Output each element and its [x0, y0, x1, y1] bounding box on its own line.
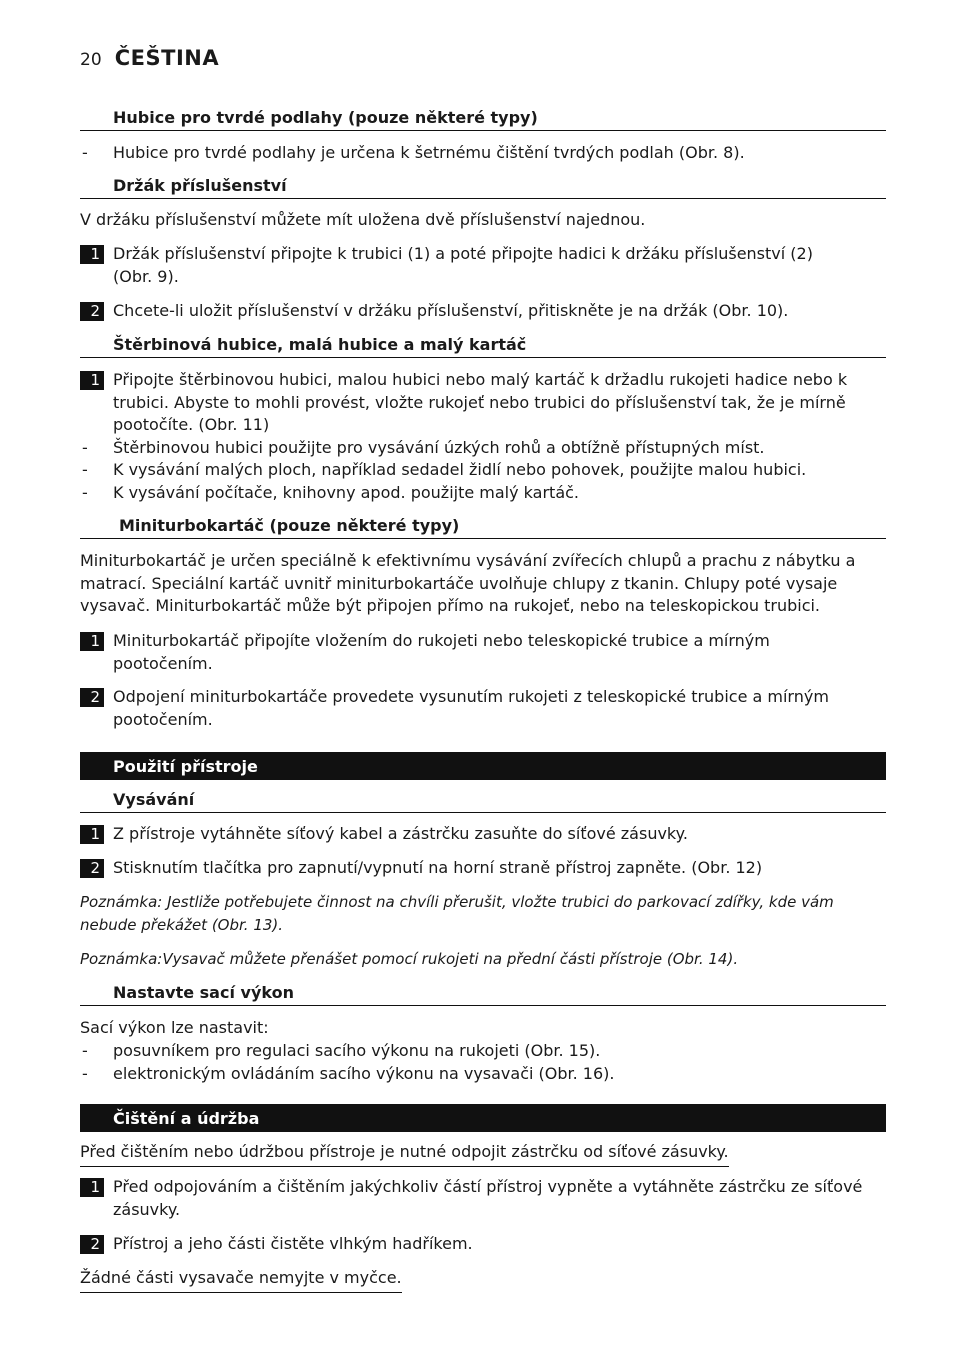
step-item: 1 Před odpojováním a čištěním jakýchkoliv částí přístroj vypněte a vytáhněte zástrčku ze síťové zásuvky. — [80, 1176, 888, 1221]
dash-bullet: - — [82, 483, 88, 502]
dash-bullet: - — [82, 460, 88, 479]
suction-intro: Sací výkon lze nastavit: — [80, 1018, 269, 1037]
usage-section-bar: Použití přístroje — [80, 752, 886, 780]
crevice-heading: Štěrbinová hubice, malá hubice a malý kartáč — [80, 335, 886, 358]
step-item: 2 Odpojení miniturbokartáče provedete vysunutím rukojeti z teleskopické trubice a mírným pootočením. — [80, 686, 880, 731]
step-item: 2 Chcete-li uložit příslušenství v držáku příslušenství, přitiskněte je na držák (Obr. 10). — [80, 300, 888, 323]
holder-intro: V držáku příslušenství můžete mít uložena dvě příslušenství najednou. — [80, 210, 646, 229]
miniturbo-heading: Miniturbokartáč (pouze některé typy) — [80, 516, 886, 539]
step-item: 1 Z přístroje vytáhněte síťový kabel a zástrčku zasuňte do síťové zásuvky. — [80, 823, 888, 846]
page-title: ČEŠTINA — [114, 46, 220, 70]
list-item: - K vysávání počítače, knihovny apod. použijte malý kartáč. — [80, 482, 886, 505]
dash-bullet: - — [82, 1041, 88, 1060]
step-number: 1 — [80, 825, 104, 844]
holder-heading: Držák příslušenství — [80, 176, 886, 199]
vacuuming-heading: Vysávání — [80, 790, 886, 813]
dishwasher-warning: Žádné části vysavače nemyjte v myčce. — [80, 1267, 886, 1293]
list-item: - Štěrbinovou hubici použijte pro vysávání úzkých rohů a obtížně přístupných míst. — [80, 437, 886, 460]
step-number: 2 — [80, 688, 104, 707]
step-number: 1 — [80, 1178, 104, 1197]
step-number: 2 — [80, 1235, 104, 1254]
suction-heading: Nastavte sací výkon — [80, 983, 886, 1006]
page-number: 20 — [80, 50, 102, 70]
step-item: 1 Držák příslušenství připojte k trubici (1) a poté připojte hadici k držáku příslušenství (2) (Obr. 9). — [80, 243, 820, 288]
dash-bullet: - — [82, 1064, 88, 1083]
list-item: - Hubice pro tvrdé podlahy je určena k šetrnému čištění tvrdých podlah (Obr. 8). — [80, 142, 886, 165]
list-item: - K vysávání malých ploch, například sedadel židlí nebo pohovek, použijte malou hubici. — [80, 459, 886, 482]
note: Poznámka: Jestliže potřebujete činnost na chvíli přerušit, vložte trubici do parkovací zdířky, kde vám nebude překážet (Obr. 13). — [80, 893, 834, 934]
step-item: 1 Připojte štěrbinovou hubici, malou hubici nebo malý kartáč k držadlu rukojeti hadice nebo k trubici. Abyste to mohli provést, vložte rukojeť nebo trubici do příslušenství tak, že je mírně pootočíte. (Obr. 11) — [80, 369, 888, 437]
cleaning-warning: Před čištěním nebo údržbou přístroje je nutné odpojit zástrčku od síťové zásuvky. — [80, 1141, 886, 1167]
hard-floor-heading: Hubice pro tvrdé podlahy (pouze některé typy) — [80, 108, 886, 131]
page-header — [80, 46, 219, 70]
list-item: - posuvníkem pro regulaci sacího výkonu na rukojeti (Obr. 15). — [80, 1040, 886, 1063]
step-number: 1 — [80, 371, 104, 390]
step-item: 2 Stisknutím tlačítka pro zapnutí/vypnutí na horní straně přístroj zapněte. (Obr. 12) — [80, 857, 888, 880]
dash-bullet: - — [82, 143, 88, 162]
step-number: 1 — [80, 632, 104, 651]
step-item: 1 Miniturbokartáč připojíte vložením do rukojeti nebo teleskopické trubice a mírným pootočením. — [80, 630, 820, 675]
list-item: - elektronickým ovládáním sacího výkonu na vysavači (Obr. 16). — [80, 1063, 886, 1086]
note: Poznámka:Vysavač můžete přenášet pomocí rukojeti na přední části přístroje (Obr. 14). — [80, 950, 739, 968]
step-number: 2 — [80, 859, 104, 878]
step-number: 2 — [80, 302, 104, 321]
dash-bullet: - — [82, 438, 88, 457]
miniturbo-intro: Miniturbokartáč je určen speciálně k efektivnímu vysávání zvířecích chlupů a prachu z nábytku a matrací. Speciální kartáč uvnitř miniturbokartáče uvolňuje chlupy z tkanin. Chlupy poté vysaje vysavač. Miniturbokartáč může být připojen přímo na rukojeť, nebo na teleskopickou trubici. — [80, 551, 856, 615]
step-number: 1 — [80, 245, 104, 264]
cleaning-section-bar: Čištění a údržba — [80, 1104, 886, 1132]
step-item: 2 Přístroj a jeho části čistěte vlhkým hadříkem. — [80, 1233, 888, 1256]
